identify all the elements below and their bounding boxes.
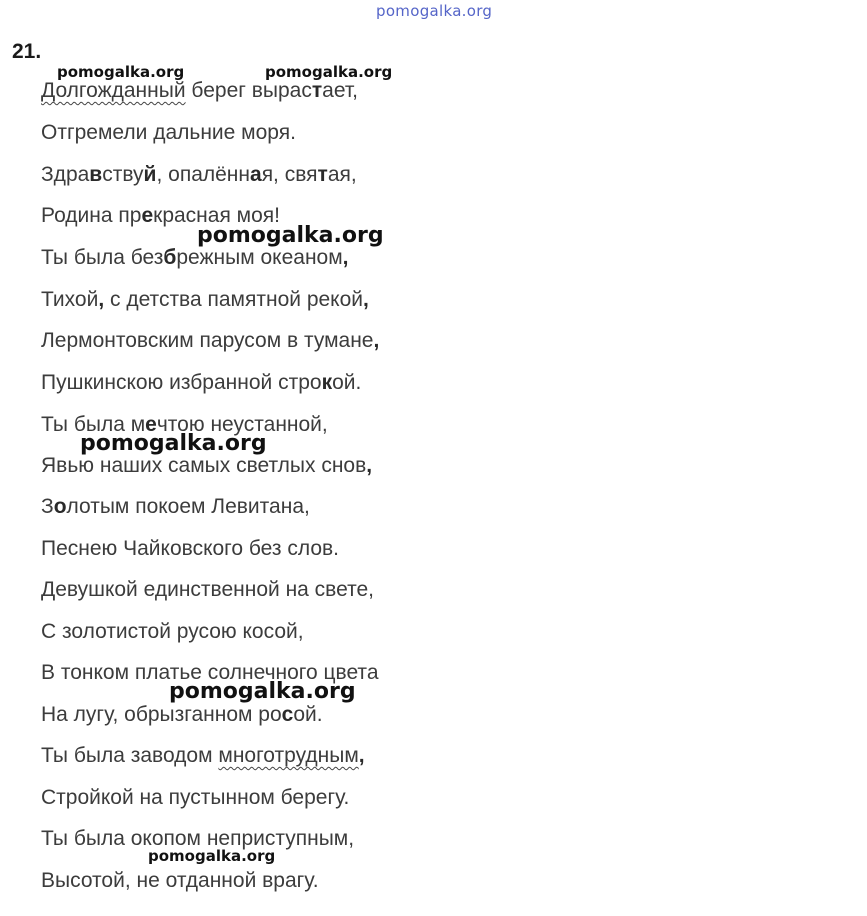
poem-line-20: Высотой, не отданной врагу. [41,869,319,892]
poem-line-8: Пушкинскою избранной строкой. [41,371,362,394]
poem-line-19: Ты была окопом неприступным, [41,827,355,850]
watermark: pomogalka.org [169,679,356,704]
watermark: pomogalka.org [197,223,384,248]
poem-line-5: Ты была безбрежным океаном, [41,246,349,269]
watermark: pomogalka.org [148,847,276,865]
poem-line-16: На лугу, обрызганном росой. [41,703,323,726]
poem-line-7: Лермонтовским парусом в тумане, [41,329,380,352]
exercise-number: 21. [12,40,42,63]
poem-line-10: Явью наших самых светлых снов, [41,454,373,477]
poem-line-14: С золотистой русою косой, [41,620,304,643]
poem-line-4: Родина прекрасная моя! [41,204,280,227]
poem-line-12: Песнею Чайковского без слов. [41,537,340,560]
watermark: pomogalka.org [57,63,185,81]
site-header-link[interactable]: pomogalka.org [376,2,493,20]
poem-line-13: Девушкой единственной на свете, [41,578,374,601]
poem-line-2: Отгремели дальние моря. [41,121,296,144]
poem-line-15: В тонком платье солнечного цвета [41,661,379,684]
poem-line-9: Ты была мечтою неустанной, [41,413,328,436]
poem-line-6: Тихой, с детства памятной рекой, [41,288,369,311]
watermark: pomogalka.org [265,63,393,81]
poem-line-17: Ты была заводом многотрудным, [41,744,365,767]
poem-line-18: Стройкой на пустынном берегу. [41,786,350,809]
poem-line-1: Долгожданный берег вырастает, [41,79,358,102]
watermark: pomogalka.org [80,431,267,456]
poem-line-3: Здравствуй, опалённая, святая, [41,163,357,186]
poem-line-11: Золотым покоем Левитана, [41,495,310,518]
